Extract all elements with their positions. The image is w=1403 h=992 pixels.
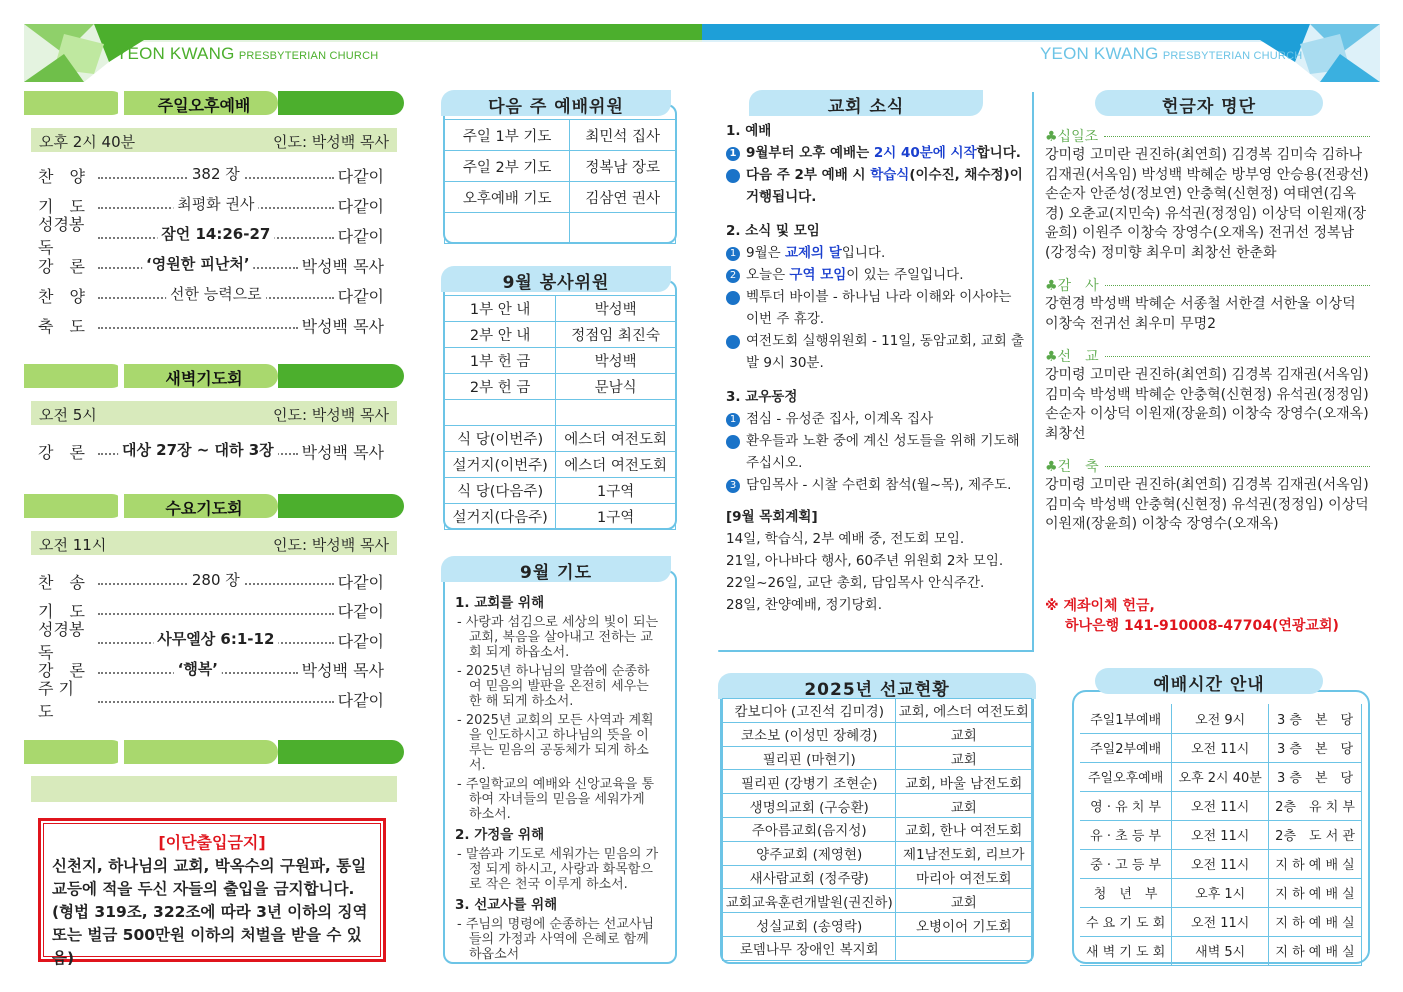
prayer-list [455, 590, 661, 962]
table-cell: 에스더 여전도회 [556, 426, 676, 452]
table-row [723, 770, 1032, 794]
table-cell: 교회 [896, 889, 1032, 913]
order-leader [98, 571, 334, 589]
table-cell: 교회 [896, 794, 1032, 818]
table-cell: 주일 2부 기도 [445, 151, 570, 182]
afternoon-title: 주일오후예배 [157, 96, 251, 115]
dawn-subbar: 오전 5시 인도: 박성백 목사 [31, 401, 397, 425]
table-cell: 식 당(이번주) [445, 426, 556, 452]
order-leader [98, 195, 334, 213]
prayer-item: - 사랑과 섬김으로 세상의 빛이 되는 교회, 복음을 살아내고 전하는 교회 되게 하옵소서. [457, 615, 659, 660]
news-plan-title: [9월 목회계획] [726, 509, 818, 525]
table-cell: 김삼연 권사 [570, 182, 676, 213]
table-cell: 3 층 본 당 [1269, 733, 1362, 762]
table-cell: 오전 11시 [1172, 907, 1269, 936]
prayer-title: 9월 기도 [441, 556, 671, 582]
order-person: 다같이 [337, 286, 384, 306]
table-cell: 2부 헌 금 [445, 374, 556, 400]
table-cell [556, 400, 676, 426]
table-row [723, 699, 1032, 723]
order-row [38, 570, 384, 592]
news-section-1: 1. 예배 [726, 123, 772, 139]
table-row [723, 913, 1032, 937]
order-label: 주 기 도 [38, 679, 74, 721]
dotted-line [1104, 136, 1370, 137]
table-cell: 교회, 바울 남전도회 [896, 770, 1032, 794]
table-cell: 지 하 예 배 실 [1269, 849, 1362, 878]
donor-category-name: ♣건 축 [1045, 459, 1099, 475]
table-cell: 제1남전도회, 리브가 [896, 841, 1032, 865]
service-title: 9월 봉사위원 [441, 266, 671, 292]
table-cell: 1부 헌 금 [445, 348, 556, 374]
table-row [445, 120, 676, 151]
afternoon-subbar: 오후 2시 40분 인도: 박성백 목사 [31, 128, 397, 152]
table-cell: 1부 안 내 [445, 296, 556, 322]
dawn-title-bar [24, 364, 404, 388]
table-cell: 로뎀나무 장애인 복지회 [723, 936, 896, 960]
table-row [1080, 733, 1362, 762]
donor-category [1045, 275, 1370, 295]
table-cell: 설거지(다음주) [445, 504, 556, 530]
table-row [723, 722, 1032, 746]
order-person: 다같이 [337, 572, 384, 592]
table-cell: 청 년 부 [1080, 878, 1172, 907]
table-row [1080, 936, 1362, 965]
table-cell: 오후 2시 40분 [1172, 762, 1269, 791]
header-right [702, 24, 1380, 82]
wednesday-title-bar [24, 494, 404, 518]
news-bottom-border [718, 650, 1034, 652]
order-content: ‘영원한 피난처’ [142, 253, 254, 274]
order-row [38, 164, 384, 186]
table-cell: 코소보 (이성민 장혜경) [723, 722, 896, 746]
order-person: 다같이 [337, 690, 384, 710]
empty-subbar [31, 776, 397, 802]
notice-title: [이단출입금지] [158, 833, 266, 852]
table-cell: 정복남 장로 [570, 151, 676, 182]
prayer-item: - 2025년 교회의 모든 사역과 계획을 인도하시고 하나님의 뜻을 이루는 믿음의 공동체가 되게 하소서. [457, 713, 654, 773]
order-person: 다같이 [337, 196, 384, 216]
table-row [445, 348, 676, 374]
order-person: 박성백 목사 [301, 256, 384, 276]
table-row [723, 936, 1032, 960]
table-cell: 3 층 본 당 [1269, 704, 1362, 733]
notice-body: 신천지, 하나님의 교회, 박옥수의 구원파, 통일교등에 적을 두신 자들의 출입을 금지합니다. (형법 319조, 322조에 따라 3년 이하의 징역 또는 벌금 500만원 이하의 처벌을 받을 수 있음) [52, 857, 368, 967]
table-cell: 오전 9시 [1172, 704, 1269, 733]
table-cell: 오후 1시 [1172, 878, 1269, 907]
order-person: 다같이 [337, 226, 384, 246]
table-cell: 오전 11시 [1172, 733, 1269, 762]
order-leader [98, 607, 334, 615]
order-leader [98, 659, 298, 678]
table-cell: 양주교회 (제영현) [723, 841, 896, 865]
order-label: 축 도 [38, 316, 85, 336]
table-row [1080, 791, 1362, 820]
table-row [445, 182, 676, 213]
donor-list [1045, 126, 1370, 535]
table-cell: 박성백 [556, 348, 676, 374]
donor-category-name: ♣선 교 [1045, 349, 1099, 365]
dotted-line [1105, 466, 1370, 467]
donor-category-name: ♣감 사 [1045, 278, 1099, 294]
order-label: 찬 양 [38, 166, 85, 186]
order-content: ‘행복’ [174, 658, 222, 679]
table-cell [896, 936, 1032, 960]
table-cell: 영 · 유 치 부 [1080, 791, 1172, 820]
prayer-heading: 1. 교회를 위해 [455, 595, 545, 611]
prayer-item: - 주님의 명령에 순종하는 선교사님들의 가정과 사역에 은혜로 함께 하옵소서 [457, 917, 655, 962]
order-content: 잠언 14:26-27 [157, 223, 274, 244]
table-cell: 교회교육훈련개발원(권진하) [723, 889, 896, 913]
order-label: 성경봉독 [38, 215, 85, 257]
times-title: 예배시간 안내 [1095, 668, 1323, 694]
next-week-title: 다음 주 예배위원 [441, 90, 671, 116]
table-row [445, 400, 676, 426]
table-cell: 문남식 [556, 374, 676, 400]
table-cell: 교회, 한나 여전도회 [896, 817, 1032, 841]
news-right-border [1032, 92, 1034, 652]
table-cell: 최민석 집사 [570, 120, 676, 151]
order-label: 성경봉독 [38, 620, 85, 662]
order-person: 다같이 [337, 166, 384, 186]
table-cell: 설거지(이번주) [445, 452, 556, 478]
mission-table [722, 698, 1032, 961]
plan-item: 14일, 학습식, 2부 예배 중, 전도회 모임. [726, 531, 965, 547]
order-label: 기 도 [38, 196, 85, 216]
news-section-2: 2. 소식 및 모임 [726, 223, 820, 239]
order-row [38, 440, 384, 462]
prayer-item: - 말씀과 기도로 세워가는 믿음의 가정 되게 하시고, 사랑과 화목함으로 작은 천국 이루게 하소서. [457, 847, 659, 892]
prayer-heading: 3. 선교사를 위해 [455, 897, 558, 913]
table-cell: 마리아 여전도회 [896, 865, 1032, 889]
table-cell [445, 213, 570, 244]
order-label: 기 도 [38, 602, 85, 621]
table-cell: 새사람교회 (정주량) [723, 865, 896, 889]
afternoon-title-bar [24, 91, 404, 115]
donor-category [1045, 126, 1370, 146]
table-cell: 오전 11시 [1172, 849, 1269, 878]
order-content: 대상 27장 ~ 대하 3장 [118, 439, 278, 460]
table-cell: 지 하 예 배 실 [1269, 936, 1362, 965]
order-content: 280 장 [188, 569, 244, 590]
order-content: 선한 능력으로 [166, 283, 266, 304]
table-cell: 새벽 5시 [1172, 936, 1269, 965]
order-leader [98, 630, 334, 648]
empty-title-bar [24, 740, 404, 764]
dotted-line [1105, 356, 1370, 357]
wednesday-title: 수요기도회 [165, 499, 243, 518]
table-row [1080, 907, 1362, 936]
order-row [38, 254, 384, 276]
table-row [723, 865, 1032, 889]
table-cell: 교회 [896, 746, 1032, 770]
table-cell: 지 하 예 배 실 [1269, 907, 1362, 936]
header-left [24, 24, 702, 82]
wednesday-subbar: 오전 11시 인도: 박성백 목사 [31, 531, 397, 555]
order-label: 찬 송 [38, 572, 85, 592]
table-cell [445, 400, 556, 426]
notice-box [38, 818, 386, 967]
order-label: 강 론 [38, 661, 85, 680]
table-row [1080, 704, 1362, 733]
plan-item: 22일~26일, 교단 총회, 담임목사 안식주간. [726, 575, 985, 591]
table-cell: 주일2부예배 [1080, 733, 1172, 762]
table-row [445, 213, 676, 244]
news-section-3: 3. 교우동정 [726, 389, 798, 405]
order-leader [98, 285, 334, 303]
table-cell: 주아름교회(음지성) [723, 817, 896, 841]
order-leader [98, 695, 334, 703]
table-cell: 식 당(다음주) [445, 478, 556, 504]
table-row [445, 374, 676, 400]
order-label: 강 론 [38, 442, 85, 462]
table-cell: 오전 11시 [1172, 820, 1269, 849]
table-cell: 오병이어 기도회 [896, 913, 1032, 937]
table-row [723, 889, 1032, 913]
service-table [444, 295, 676, 530]
donor-names: 강미령 고미란 권진하(최연희) 김경복 김재권(서옥임) 김미숙 박성백 박혜순 안충혁(신현정) 유석권(정정임) 손순자 이상덕 이원재(장윤희) 이창숙 장영수(오재옥) 최창선 [1045, 367, 1369, 442]
order-row [38, 215, 384, 257]
table-cell: 지 하 예 배 실 [1269, 878, 1362, 907]
order-person: 다같이 [337, 602, 384, 621]
mission-title: 2025년 선교현황 [718, 673, 1036, 699]
table-row [723, 841, 1032, 865]
table-row [1080, 762, 1362, 791]
prayer-item: - 주일학교의 예배와 신앙교육을 통하여 자녀들의 믿음을 세워가게 하소서. [457, 777, 655, 822]
table-row [1080, 820, 1362, 849]
table-cell: 1구역 [556, 478, 676, 504]
donor-names: 강현경 박성백 박혜순 서종철 서한결 서한울 이상덕 이창숙 전귀선 최우미 무명2 [1045, 296, 1356, 332]
account-info: ※ 계좌이체 헌금, 하나은행 141-910008-47704(연광교회) [1045, 598, 1339, 634]
plan-item: 21일, 아나바다 행사, 60주년 위원회 2차 모임. [726, 553, 1004, 569]
table-cell: 1구역 [556, 504, 676, 530]
order-leader [98, 225, 334, 243]
table-row [445, 504, 676, 530]
table-cell: 에스더 여전도회 [556, 452, 676, 478]
table-row [723, 817, 1032, 841]
order-leader [98, 321, 298, 329]
table-cell: 3 층 본 당 [1269, 762, 1362, 791]
order-row [38, 679, 384, 721]
table-cell: 주일 1부 기도 [445, 120, 570, 151]
order-person: 박성백 목사 [301, 316, 384, 336]
table-row [1080, 878, 1362, 907]
brand-right: YEON KWANG PRESBYTERIAN CHURCH [1040, 44, 1303, 63]
order-label: 강 론 [38, 256, 85, 276]
plan-item: 28일, 찬양예배, 정기당회. [726, 597, 883, 613]
news-body: 1. 예배 1 9월부터 오후 예배는 2시 40분에 시작합니다. 2 다음 주 2부 예배 시 학습식(이수진, 채수정)이 거행됩니다. 2. 소식 및 모임 1 9월은 교제의 달입니다. 2 오늘은 구역 모임이 있는 주일입니다. 3 벡투더 바이블 - 하나님 나라 이해와 이사야는 이번 주 휴강. 4 여전도회 실행위원회 - 11일, 동암교회, 교회 출발 9시 30분. 3. 교우동정 1 점심 - 유성준 집사, 이계옥 집사 2 환우들과 노환 중에 계신 성도들을 위해 기도해 주십시오. 3 담임목사 - 시찰 수련회 참석(월~목), 제주도. [9월 목회계획] 14일, 학습식, 2부 예배 중, 전도회 모임. 21일, 아나바다 행사, 60주년 위원회 2차 모임. 22일~26일, 교단 총회, 담임목사 안식주간. 28일, 찬양예배, 정기당회. [726, 120, 1026, 616]
table-row [723, 746, 1032, 770]
table-cell: 오후예배 기도 [445, 182, 570, 213]
prayer-heading: 2. 가정을 위해 [455, 827, 545, 843]
next-week-table [444, 119, 676, 244]
table-cell: 교회, 에스더 여전도회 [896, 699, 1032, 723]
order-leader [98, 165, 334, 183]
times-table [1080, 704, 1362, 966]
order-person: 박성백 목사 [301, 661, 384, 680]
table-cell: 교회 [896, 722, 1032, 746]
table-cell: 성실교회 (송영락) [723, 913, 896, 937]
table-row [445, 322, 676, 348]
donor-category [1045, 346, 1370, 366]
order-person: 박성백 목사 [301, 442, 384, 462]
donor-names: 강미령 고미란 권진하(최연희) 김경복 김미숙 김하나 김재권(서옥임) 박성백 박혜순 방부영 안승용(전광선) 손순자 안준성(정보연) 안충혁(신현정) 여태연(김옥경) 오춘교(지민숙) 유석권(정정임) 이상덕 이원재(장윤희) 이원주 이창숙 장영수(오재옥) 전귀선 정복남(강정숙) 정미향 최우미 최창선 한춘화 [1045, 147, 1369, 261]
table-cell: 유 · 초 등 부 [1080, 820, 1172, 849]
dawn-title: 새벽기도회 [165, 369, 243, 388]
table-cell: 수 요 기 도 회 [1080, 907, 1172, 936]
donor-names: 강미령 고미란 권진하(최연희) 김경복 김재권(서옥임) 김미숙 박성백 안충혁(신현정) 유석권(정정임) 이상덕 이원재(장윤희) 이창숙 장영수(오재옥) [1045, 477, 1369, 532]
dotted-line [1105, 285, 1370, 286]
table-cell: 필리핀 (강병기 조현순) [723, 770, 896, 794]
order-row [38, 284, 384, 306]
table-row [445, 151, 676, 182]
table-cell: 2층 도 서 관 [1269, 820, 1362, 849]
donors-title: 헌금자 명단 [1095, 90, 1323, 116]
order-row [38, 620, 384, 662]
table-cell: 생명의교회 (구승환) [723, 794, 896, 818]
table-row [445, 426, 676, 452]
table-cell: 필리핀 (마현기) [723, 746, 896, 770]
table-row [445, 478, 676, 504]
brand-left: YEON KWANG PRESBYTERIAN CHURCH [116, 44, 379, 63]
table-cell: 중 · 고 등 부 [1080, 849, 1172, 878]
table-cell: 2부 안 내 [445, 322, 556, 348]
order-content: 사무엘상 6:1-12 [153, 628, 278, 649]
prayer-item: - 2025년 하나님의 말씀에 순종하여 믿음의 발판을 온전히 세우는 한 해 되게 하소서. [457, 664, 650, 709]
table-cell: 박성백 [556, 296, 676, 322]
table-cell: 주일1부예배 [1080, 704, 1172, 733]
order-leader [98, 441, 298, 459]
table-cell: 2층 유 치 부 [1269, 791, 1362, 820]
donor-category-name: ♣십일조 [1045, 129, 1099, 145]
order-row [38, 314, 384, 336]
table-cell: 캄보디아 (고진석 김미경) [723, 699, 896, 723]
table-cell: 새 벽 기 도 회 [1080, 936, 1172, 965]
order-label: 찬 양 [38, 286, 85, 306]
order-content: 382 장 [188, 163, 244, 184]
table-cell: 오전 11시 [1172, 791, 1269, 820]
table-cell [570, 213, 676, 244]
donor-category [1045, 456, 1370, 476]
table-cell: 주일오후예배 [1080, 762, 1172, 791]
table-row [1080, 849, 1362, 878]
table-row [445, 452, 676, 478]
table-cell: 정점임 최진숙 [556, 322, 676, 348]
news-title: 교회 소식 [749, 90, 983, 116]
table-row [723, 794, 1032, 818]
order-leader [98, 255, 298, 273]
order-person: 다같이 [337, 631, 384, 651]
order-content: 최평화 권사 [173, 193, 258, 214]
table-row [445, 296, 676, 322]
